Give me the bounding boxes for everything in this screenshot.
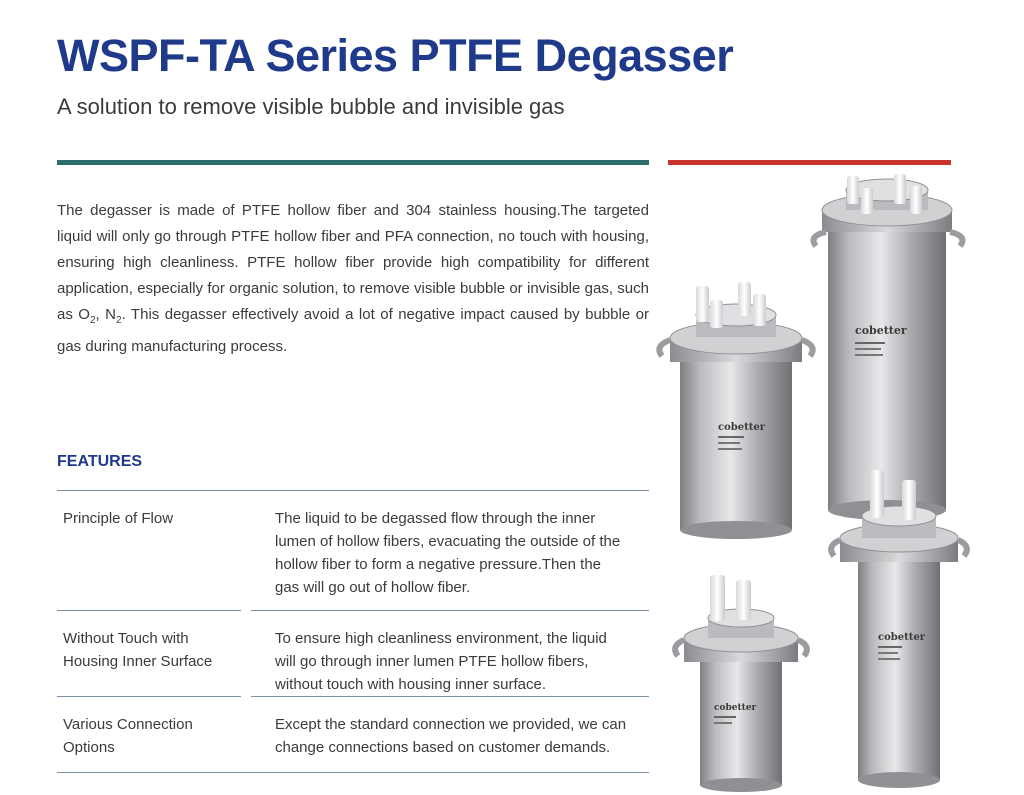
- svg-text:cobetter: cobetter: [714, 703, 757, 713]
- features-table: [57, 490, 649, 772]
- intro-subscript-1: 2: [89, 315, 96, 326]
- degasser-medium: [659, 282, 812, 539]
- intro-text-2: , N: [95, 306, 117, 323]
- degasser-large: [814, 174, 963, 520]
- intro-text-3: . This degasser effectively avoid a lot of negative impact caused by bubble or gas during manufacturing process.: [57, 306, 649, 355]
- svg-text:cobetter: cobetter: [878, 632, 925, 643]
- feature-description: The liquid to be degassed flow through the inner lumen of hollow fibers, evacuating the outside of the hollow fiber to form a negative pressure.Then the gas will go out of hollow fiber.: [275, 510, 621, 596]
- intro-paragraph: [57, 198, 649, 360]
- table-row: [57, 610, 649, 696]
- feature-label: Without Touch with Housing Inner Surface: [63, 630, 213, 670]
- features-heading: FEATURES: [57, 453, 143, 470]
- page-subtitle: A solution to remove visible bubble and invisible gas: [57, 94, 565, 119]
- table-row: [57, 696, 649, 772]
- product-image: [650, 170, 1024, 795]
- feature-label: Various Connection Options: [63, 716, 193, 756]
- intro-text-1: The degasser is made of PTFE hollow fiber and 304 stainless housing.The targeted liquid will only go through PTFE hollow fiber and PFA connection, no touch with housing, ensuring high cleanliness. PTFE hollow fiber provide high compatibility for different application, especially for organic solution, to remove visible bubble or invisible gas, such as O: [57, 202, 649, 323]
- svg-text:cobetter: cobetter: [718, 422, 765, 433]
- red-divider: [668, 160, 951, 165]
- table-row: [57, 490, 649, 610]
- feature-description: Except the standard connection we provided, we can change connections based on customer demands.: [275, 716, 627, 756]
- teal-divider: [57, 160, 649, 165]
- degasser-small: [675, 575, 807, 792]
- brand-label: cobetter: [855, 324, 907, 337]
- feature-label: Principle of Flow: [63, 510, 174, 527]
- table-bottom-line: [57, 772, 649, 773]
- page-title: WSPF-TA Series PTFE Degasser: [57, 30, 734, 81]
- intro-subscript-2: 2: [116, 315, 122, 326]
- feature-description: To ensure high cleanliness environment, the liquid will go through inner lumen PTFE hollow fibers, without touch with housing inner surface.: [275, 630, 607, 693]
